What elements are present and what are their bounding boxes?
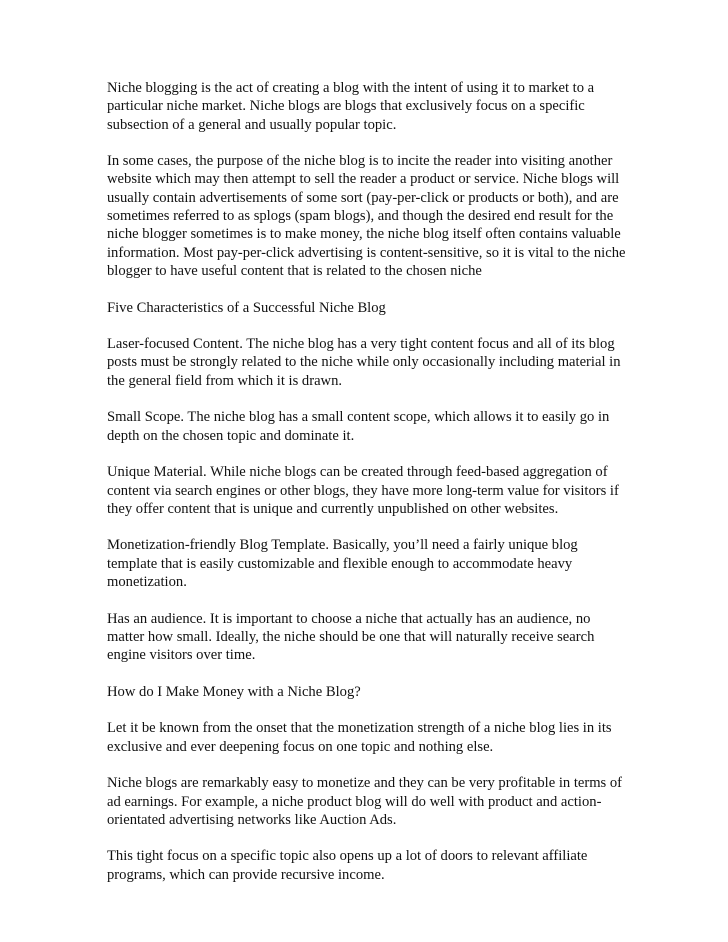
paragraph-affiliate: This tight focus on a specific topic also opens up a lot of doors to relevant affiliate programs, which can provide recursive income.: [107, 848, 588, 883]
paragraph-unique-material: Unique Material. While niche blogs can be created through feed-based aggregation of content via search engines or other blogs, they have more long-term value for visitors if they offer content that is unique and currently unpublished on other websites.: [107, 464, 619, 517]
paragraph-laser-focused: Laser-focused Content. The niche blog has a very tight content focus and all of its blog posts must be strongly related to the niche while only occasionally including material in the general field from which it is drawn.: [107, 336, 621, 389]
document-page: [107, 79, 627, 902]
paragraph-audience: Has an audience. It is important to choose a niche that actually has an audience, no matter how small. Ideally, the niche should be one that will naturally receive search engine visitors over time.: [107, 610, 595, 664]
paragraph-purpose: In some cases, the purpose of the niche blog is to incite the reader into visiting another website which may then attempt to sell the reader a product or service. Niche blogs will usually contain advertisements of some sort (pay-per-click or products or both), and are sometimes referred to as splogs (spam blogs), and though the desired end result for the niche blogger sometimes is to make money, the niche blog itself often contains valuable information. Most pay-per-click advertising is content-sensitive, so it is vital to the niche blogger to have useful content that is related to the chosen niche: [107, 153, 626, 279]
paragraph-monetization-template: Monetization-friendly Blog Template. Basically, you’ll need a fairly unique blog template that is easily customizable and flexible enough to accommodate heavy monetization.: [107, 537, 578, 591]
paragraph-easy-monetize: Niche blogs are remarkably easy to monetize and they can be very profitable in terms of ad earnings. For example, a niche product blog will do well with product and action-orientated advertising networks like Auction Ads.: [107, 775, 623, 828]
paragraph-onset: Let it be known from the onset that the monetization strength of a niche blog lies in its exclusive and ever deepening focus on one topic and nothing else.: [107, 720, 612, 755]
heading-make-money: How do I Make Money with a Niche Blog?: [107, 683, 361, 700]
paragraph-intro: Niche blogging is the act of creating a blog with the intent of using it to market to a particular niche market. Niche blogs are blogs that exclusively focus on a specific subsection of a general and usually popular topic.: [107, 80, 595, 133]
paragraph-small-scope: Small Scope. The niche blog has a small content scope, which allows it to easily go in depth on the chosen topic and dominate it.: [107, 409, 610, 444]
heading-five-characteristics: Five Characteristics of a Successful Niche Blog: [107, 299, 386, 316]
